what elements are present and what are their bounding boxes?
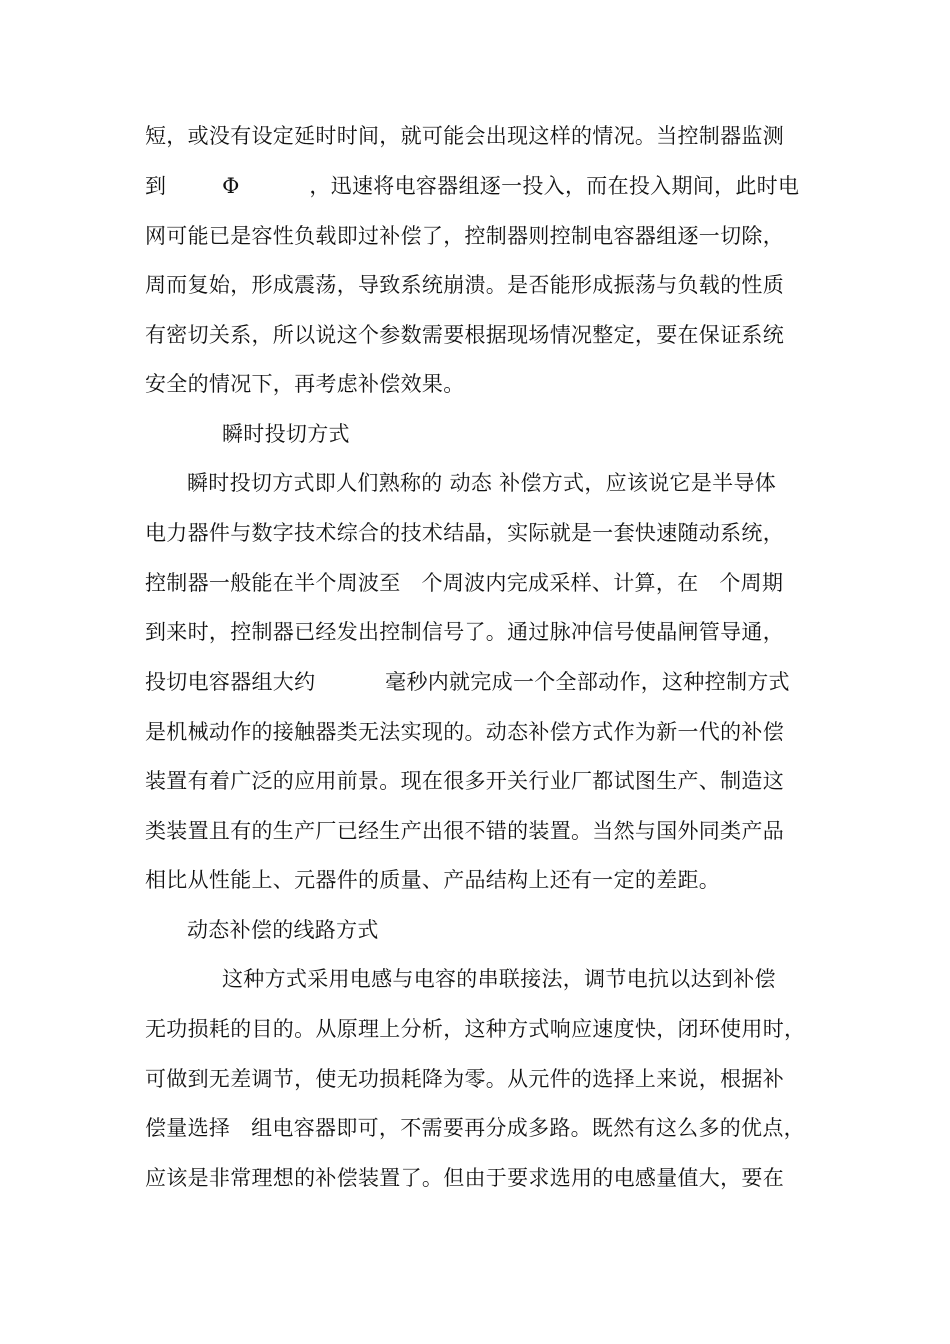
text-line: 有密切关系，所以说这个参数需要根据现场情况整定，要在保证系统 bbox=[145, 323, 784, 347]
text-line: 控制器一般能在半个周波至 个周波内完成采样、计算，在 个周期 bbox=[145, 571, 784, 595]
text-line: 是机械动作的接触器类无法实现的。动态补偿方式作为新一代的补偿 bbox=[145, 720, 784, 744]
text-line: 无功损耗的目的。从原理上分析，这种方式响应速度快，闭环使用时， bbox=[145, 1017, 806, 1041]
text-line: 相比从性能上、元器件的质量、产品结构上还有一定的差距。 bbox=[145, 868, 721, 892]
text-line: 类装置且有的生产厂已经生产出很不错的装置。当然与国外同类产品 bbox=[145, 819, 784, 843]
text-line: 投切电容器组大约 毫秒内就完成一个全部动作，这种控制方式 bbox=[145, 670, 790, 694]
text-line: 装置有着广泛的应用前景。现在很多开关行业厂都试图生产、制造这 bbox=[145, 769, 784, 793]
text-line: 短，或没有设定延时时间，就可能会出现这样的情况。当控制器监测 bbox=[145, 124, 784, 148]
text-line: 到来时，控制器已经发出控制信号了。通过脉冲信号使晶闸管导通， bbox=[145, 620, 784, 644]
section-heading: 动态补偿的线路方式 bbox=[187, 918, 379, 942]
text-line: 安全的情况下，再考虑补偿效果。 bbox=[145, 372, 465, 396]
section-heading: 瞬时投切方式 bbox=[222, 422, 350, 446]
text-line: 应该是非常理想的补偿装置了。但由于要求选用的电感量值大，要在 bbox=[145, 1166, 784, 1190]
text-line: 周而复始，形成震荡，导致系统崩溃。是否能形成振荡与负载的性质 bbox=[145, 273, 784, 297]
text-line: 到 Φ ，迅速将电容器组逐一投入，而在投入期间，此时电 bbox=[145, 174, 800, 198]
text-line: 偿量选择 组电容器即可，不需要再分成多路。既然有这么多的优点， bbox=[145, 1116, 805, 1140]
text-line: 可做到无差调节，使无功损耗降为零。从元件的选择上来说，根据补 bbox=[145, 1067, 784, 1091]
text-line: 瞬时投切方式即人们熟称的 动态 补偿方式，应该说它是半导体 bbox=[187, 471, 777, 495]
text-line: 这种方式采用电感与电容的串联接法，调节电抗以达到补偿 bbox=[222, 967, 776, 991]
text-line: 电力器件与数字技术综合的技术结晶，实际就是一套快速随动系统， bbox=[145, 521, 784, 545]
text-line: 网可能已是容性负载即过补偿了，控制器则控制电容器组逐一切除， bbox=[145, 224, 784, 248]
